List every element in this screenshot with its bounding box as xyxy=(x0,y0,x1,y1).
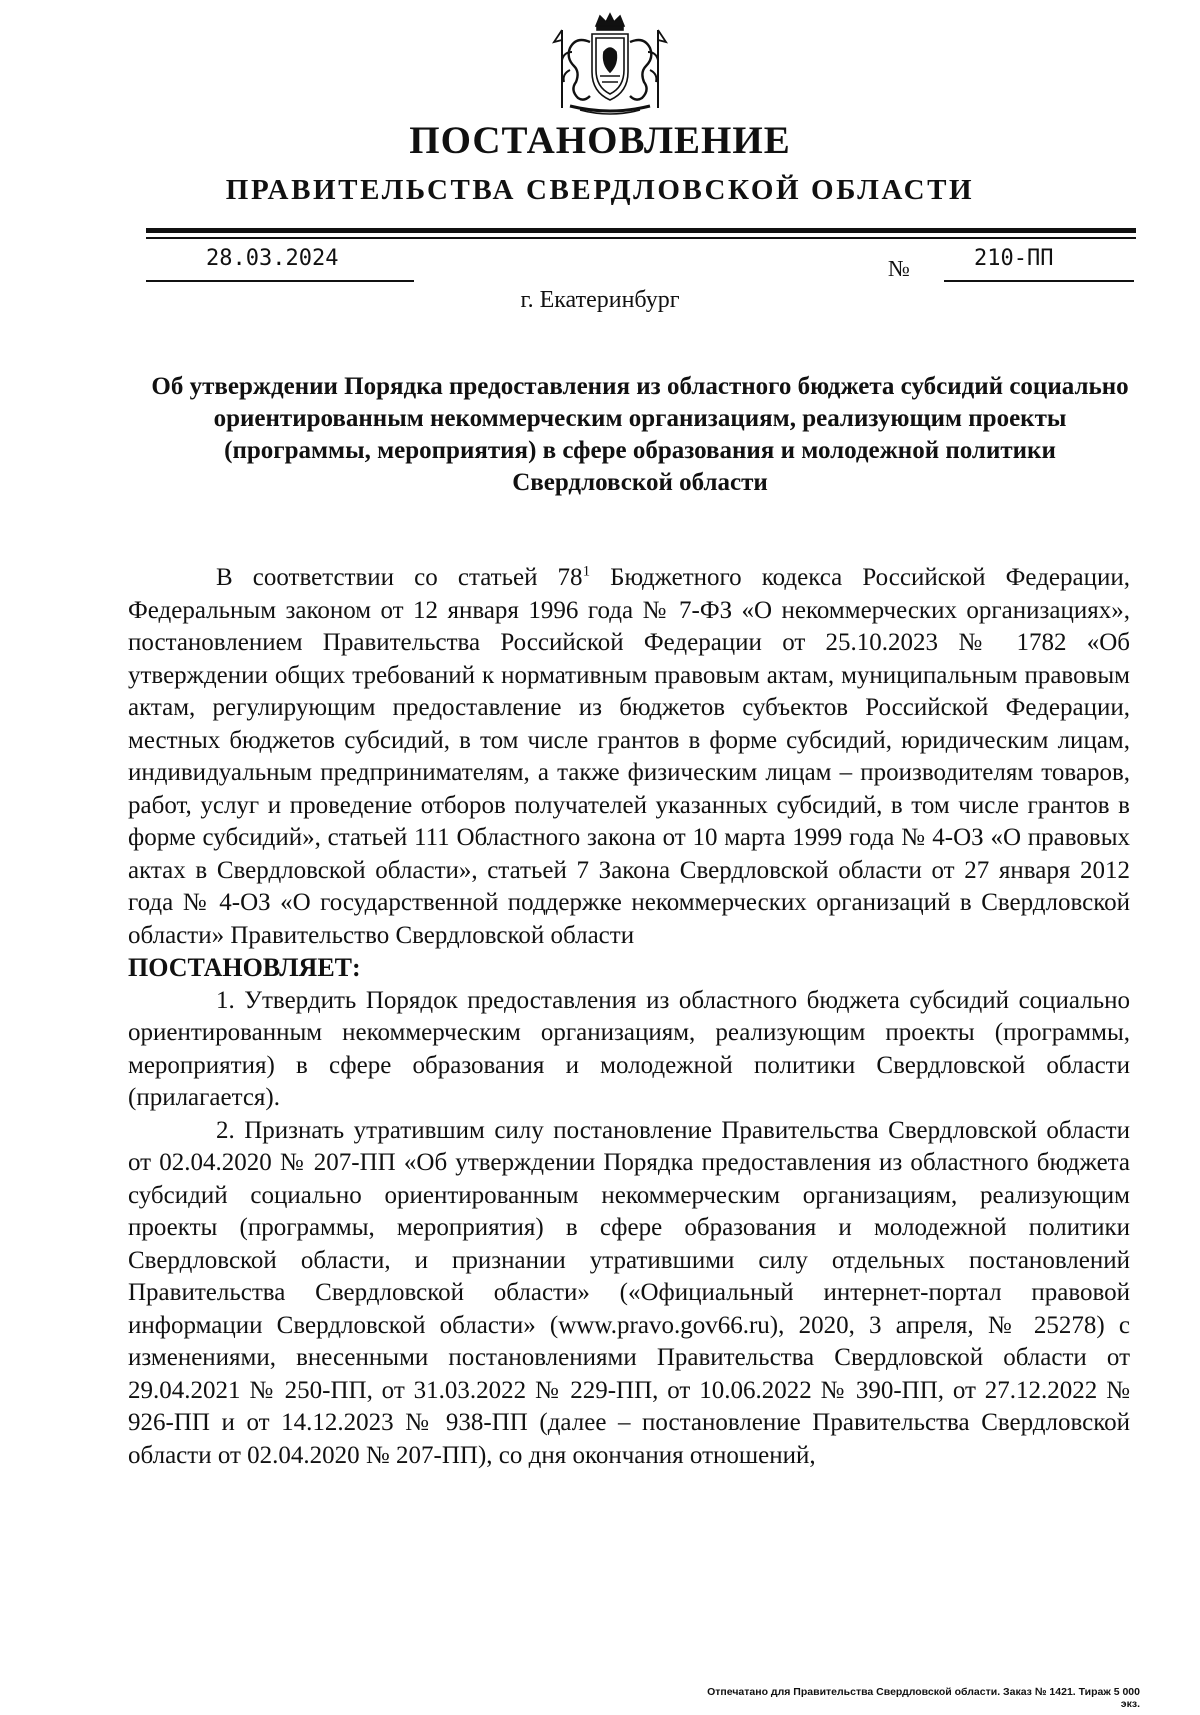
issuing-authority: ПРАВИТЕЛЬСТВА СВЕРДЛОВСКОЙ ОБЛАСТИ xyxy=(225,174,975,206)
date-underline xyxy=(146,280,414,282)
document-type-title: ПОСТАНОВЛЕНИЕ xyxy=(409,119,791,162)
document-date: 28.03.2024 xyxy=(206,246,339,271)
resolves-keyword: ПОСТАНОВЛЯЕТ: xyxy=(128,953,361,982)
preamble-rest: Бюджетного кодекса Российской Федерации, Федеральным законом от 12 января 1996 года № 7-ФЗ «О некоммерческих организациях», постановлением Правительства Российской Федерации от 25.10.2023 № 1782 «Об утверждении общих требований к нормативным правовым актам, муниципальным правовым актам, регулирующим предоставление из бюджетов субъектов Российской Федерации, местных бюджетов субсидий, в том числе грантов в форме субсидий, юридическим лицам, индивидуальным предпринимателям, а также физическим лицам – производителям товаров, работ, услуг и проведение отборов получателей указанных субсидий, в том числе грантов в форме субсидий», статьей 111 Областного закона от 10 марта 1999 года № 4-ОЗ «О правовых актах в Свердловской области», статьей 7 Закона Свердловской области от 27 января 2012 года № 4-ОЗ «О государственной поддержке некоммерческих организаций в Свердловской области» Правительство Свердловской области xyxy=(128,564,1130,949)
article-superscript: 1 xyxy=(582,563,591,580)
preamble-start: В соответствии со статьей 78 xyxy=(216,564,583,591)
print-run-footer: Отпечатано для Правительства Свердловской области. Заказ № 1421. Тираж 5 000 экз. xyxy=(707,1686,1140,1710)
preamble-paragraph xyxy=(128,562,1130,952)
header-divider-thick xyxy=(146,228,1136,233)
number-sign: № xyxy=(888,256,910,281)
document-heading: Об утверждении Порядка предоставления из областного бюджета субсидий социально ориентированным некоммерческим организациям, реализующим проекты (программы, мероприятия) в сфере образования и молодежной политики Свердловской области xyxy=(151,373,1129,496)
document-city: г. Екатеринбург xyxy=(520,287,680,313)
coat-of-arms-icon xyxy=(540,12,680,120)
clause-1: 1. Утвердить Порядок предоставления из областного бюджета субсидий социально ориентированным некоммерческим организациям, реализующим проекты (программы, мероприятия) в сфере образования и молодежной политики Свердловской области (прилагается). xyxy=(128,986,1130,1111)
document-body xyxy=(128,562,1130,1472)
header-divider-thin xyxy=(146,237,1136,239)
document-number: 210-ПП xyxy=(974,246,1054,271)
number-underline xyxy=(944,280,1134,282)
clause-2: 2. Признать утратившим силу постановление Правительства Свердловской области от 02.04.2020 № 207-ПП «Об утверждении Порядка предоставления из областного бюджета субсидий социально ориентированным некоммерческим организациям, реализующим проекты (программы, мероприятия) в сфере образования и молодежной политики Свердловской области, и признании утратившими силу отдельных постановлений Правительства Свердловской области» («Официальный интернет-портал правовой информации Свердловской области» (www.pravo.gov66.ru), 2020, 3 апреля, № 25278) с изменениями, внесенными постановлениями Правительства Свердловской области от 29.04.2021 № 250-ПП, от 31.03.2022 № 229-ПП, от 10.06.2022 № 390-ПП, от 27.12.2022 № 926-ПП и от 14.12.2023 № 938-ПП (далее – постановление Правительства Свердловской области от 02.04.2020 № 207-ПП), со дня окончания отношений, xyxy=(128,1116,1130,1469)
